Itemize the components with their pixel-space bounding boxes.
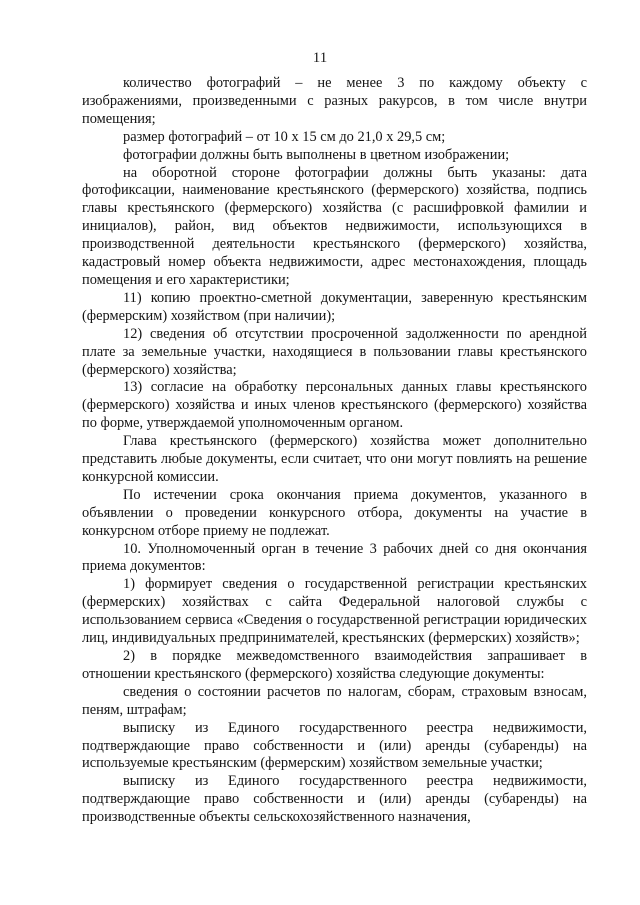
paragraph-photo-color: фотографии должны быть выполнены в цветном изображении; (123, 146, 510, 163)
paragraph-sub-2: 2) в порядке межведомственного взаимодействия запрашивает в отношении крестьянского (фермерского) хозяйства следующие документы: (82, 648, 587, 682)
paragraph-deadline: По истечении срока окончания приема документов, указанного в объявлении о проведении конкурсного отбора, документы на участие в конкурсном отборе приему не подлежат. (82, 486, 587, 539)
paragraph-additional-documents: Глава крестьянского (фермерского) хозяйства может дополнительно представить любые документы, если считает, что они могут повлиять на решение конкурсной комиссии. (82, 433, 587, 485)
paragraph-item-12: 12) сведения об отсутствии просроченной задолженности по арендной плате за земельные участки, находящиеся в пользовании главы крестьянского (фермерского) хозяйства; (82, 325, 587, 378)
document-body (82, 75, 587, 827)
paragraph-photo-back: на оборотной стороне фотографии должны быть указаны: дата фотофиксации, наименование крестьянского (фермерского) хозяйства, подпись главы крестьянского (фермерского) хозяйства (с расшифровкой фамилии и инициалов), район, вид объектов недвижимости, использующихся в производственной деятельности крестьянского (фермерского) хозяйства, кадастровый номер объекта недвижимости, адрес местонахождения, площадь помещения и его характеристики; (82, 164, 587, 288)
paragraph-sub-1: 1) формирует сведения о государственной регистрации крестьянских (фермерских) хозяйствах с сайта Федеральной налоговой службы с использованием сервиса «Сведения о государственной регистрации юридических лиц, индивидуальных предпринимателей, крестьянских (фермерских) хозяйств»; (82, 576, 587, 647)
paragraph-extract-land: выписку из Единого государственного реестра недвижимости, подтверждающие право собственности и (или) аренды (субаренды) на используемые крестьянским (фермерским) хозяйством земельные участки; (82, 719, 587, 772)
paragraph-extract-objects: выписку из Единого государственного реестра недвижимости, подтверждающие право собственности и (или) аренды (субаренды) на производственные объекты сельскохозяйственного назначения, (82, 773, 587, 826)
paragraph-section-10: 10. Уполномоченный орган в течение 3 рабочих дней со дня окончания приема документов: (82, 540, 587, 575)
paragraph-item-11: 11) копию проектно-сметной документации, заверенную крестьянским (фермерским) хозяйством (при наличии); (82, 289, 587, 324)
paragraph-item-13: 13) согласие на обработку персональных данных главы крестьянского (фермерского) хозяйства и иных членов крестьянского (фермерского) хозяйства по форме, утверждаемой уполномоченным органом. (82, 379, 587, 432)
paragraph-photo-size: размер фотографий – от 10 х 15 см до 21,0 х 29,5 см; (123, 128, 446, 145)
paragraph-tax-info: сведения о состоянии расчетов по налогам, сборам, страховым взносам, пеням, штрафам; (82, 683, 587, 718)
paragraph-photo-count: количество фотографий – не менее 3 по каждому объекту с изображениями, произведенными с разных ракурсов, в том числе внутри помещения; (82, 75, 587, 127)
page-number: 11 (312, 50, 328, 66)
